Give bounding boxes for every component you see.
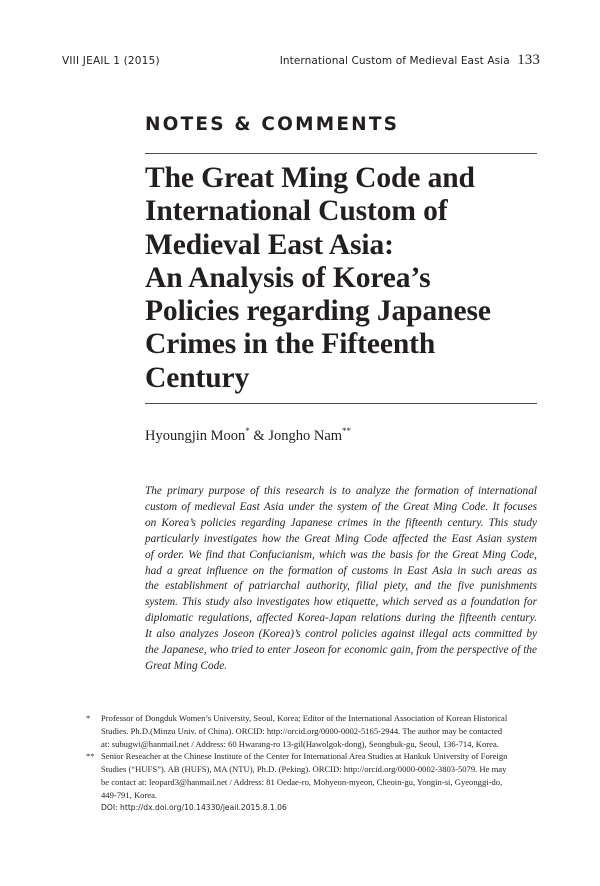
title-line: Medieval East Asia: (145, 228, 394, 261)
author-line (145, 428, 351, 445)
footnote-line: 449-791, Korea. (101, 789, 158, 800)
abstract-line: Great Ming Code. (145, 659, 228, 672)
footnote-line: Studies (“HUFS”). AB (HUFS), MA (NTU), Ph.D. (Peking). ORCID: http://orcid.org/0000-0002-3803-5079. He may (101, 764, 507, 775)
title-line: Crimes in the Fifteenth (145, 328, 436, 361)
title-line: An Analysis of Korea’s (145, 261, 431, 294)
title-top-rule (145, 153, 537, 154)
article-title (145, 162, 540, 395)
title-line: The Great Ming Code and (145, 162, 475, 194)
footnotes (86, 712, 541, 814)
footnote-line: be contact at: leopard3@hanmail.net / Address: 81 Oedae-ro, Mohyeon-myeon, Cheoin-gu, Yongin-si, Gyeonggi-do, (101, 776, 503, 787)
footnote-line: at: subugwi@hanmail.net / Address: 60 Hwarang-ro 13-gil(Hawolgok-dong), Seongbuk-gu, Seoul, 136-714, Korea. (101, 738, 499, 749)
author-name: Jongho Nam (268, 428, 343, 444)
section-label: NOTES & COMMENTS (145, 114, 400, 135)
title-bottom-rule (145, 403, 537, 404)
footnote-marker: * (245, 426, 250, 436)
running-title-group (280, 52, 540, 69)
running-header (62, 52, 540, 72)
footnote-mark: ** (86, 751, 95, 762)
footnote-marker: ** (342, 426, 352, 436)
abstract-line: custom of medieval East Asia under the system of the Great Ming Code. It focuses (145, 500, 537, 513)
footnote-line: Senior Reseacher at the Chinese Institute of the Center for International Area Studies at Hankuk University of Foreign (101, 751, 508, 762)
running-title: International Custom of Medieval East Asia (279, 55, 510, 67)
doi-link[interactable]: DOI: http://dx.doi.org/10.14330/jeail.2015.8.1.06 (101, 802, 287, 812)
abstract-line: diplomatic regulations, affected Korea-Japan relations during the fifteenth century. (145, 612, 537, 625)
abstract (145, 484, 537, 675)
page-number: 133 (517, 52, 540, 68)
journal-citation: VIII JEAIL 1 (2015) (62, 55, 160, 67)
author-name: Hyoungjin Moon (145, 428, 246, 444)
abstract-line: particularly investigates how the Great Ming Code affected the East Asian system (145, 532, 537, 545)
footnote-2 (86, 750, 541, 801)
footnote-mark: * (86, 713, 91, 723)
author-connector: & (249, 428, 269, 444)
footnote-line: Studies. Ph.D.(Minzu Univ. of China). ORCID: http://orcid.org/0000-0002-5165-2944. The author may be contacted (101, 725, 503, 736)
footnote-1 (86, 712, 541, 750)
abstract-line: of order. We find that Confucianism, which was the basis for the Great Ming Code, (145, 548, 537, 561)
abstract-line: It also analyzes Joseon (Korea)’s control policies against illegal acts committed by (145, 628, 537, 641)
abstract-line: system. This study also investigates how etiquette, which served as a foundation for (145, 596, 537, 609)
title-line: Policies regarding Japanese (145, 295, 491, 328)
title-line: Century (145, 361, 250, 394)
abstract-line: had a great influence on the formation of customs in East Asia in such areas as (145, 564, 537, 577)
abstract-line: on Korea’s policies regarding Japanese crimes in the fifteenth century. This study (145, 516, 537, 529)
footnote-line: Professor of Dongduk Women’s University, Seoul, Korea; Editor of the International Association of Korean Historical (101, 713, 508, 723)
abstract-line: the establishment of patriarchal authority, filial piety, and the five punishments (145, 580, 537, 593)
title-line: International Custom of (145, 195, 448, 228)
abstract-line: The primary purpose of this research is to analyze the formation of international (145, 485, 537, 497)
abstract-line: the Japanese, who tried to enter Joseon for economic gain, from the perspective of the (145, 644, 537, 657)
